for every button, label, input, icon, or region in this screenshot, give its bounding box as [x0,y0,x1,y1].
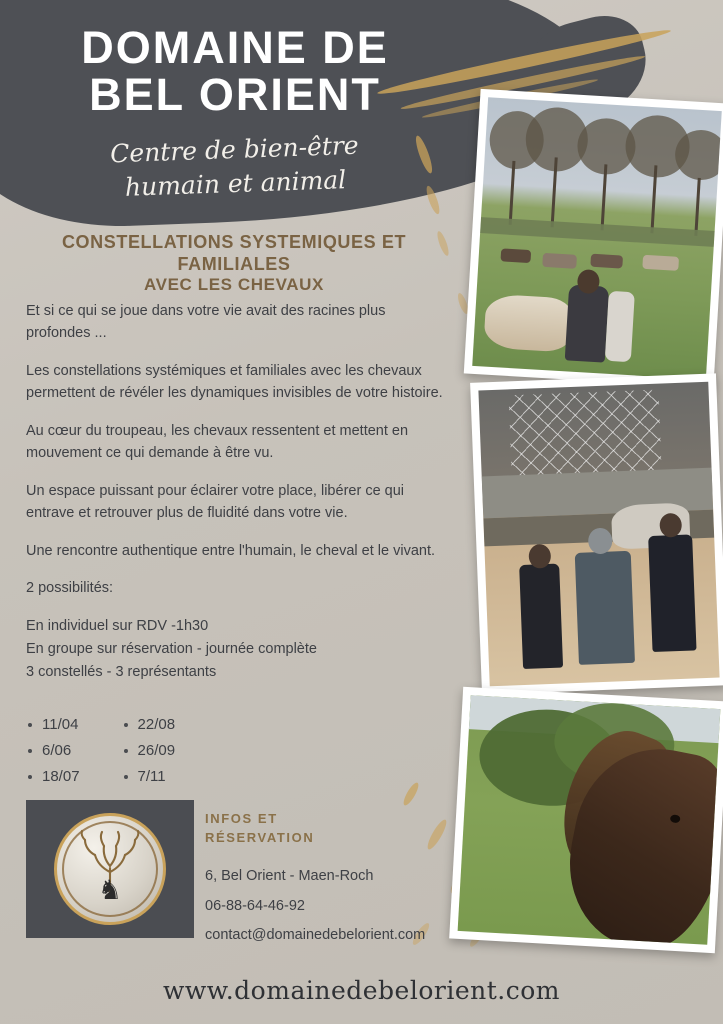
paragraph: Les constellations systémiques et familiales avec les chevaux permettent de révéler les dynamiques invisibles de votre histoire. [26,362,443,402]
dates-list [26,716,326,794]
page-title-line-1: DOMAINE DE [81,22,389,73]
horse-shape [590,254,623,269]
contact-phone[interactable]: 06-88-64-46-92 [205,897,305,914]
infos-heading-line-2: RÉSERVATION [205,829,315,845]
contact-block [205,862,425,951]
poster-subtitle-line-1: Centre de bien-être [109,130,360,168]
person-shape [648,534,696,652]
person-shape [519,564,563,669]
page-title-line-2: BEL ORIENT [89,69,381,121]
horse-shape [483,294,572,353]
dates-column-2 [122,716,176,794]
body-copy [26,300,446,696]
list-item: 26/09 [122,742,176,759]
infos-heading-line-1: INFOS ET [205,811,278,826]
paragraph: Une rencontre authentique entre l'humain, le cheval et le vivant. [26,542,436,559]
section-heading-line-1: CONSTELLATIONS SYSTEMIQUES ET FAMILIALES [61,232,407,274]
possibilities-label: 2 possibilités: [26,580,114,597]
photo-horses-in-pasture [464,89,723,388]
dates-column-1 [26,716,80,794]
photo-horses-in-pasture-image [472,97,722,379]
poster-subtitle [0,124,471,208]
section-heading-line-2: AVEC LES CHEVAUX [144,275,324,295]
contact-address: 6, Bel Orient - Maen-Roch [205,868,374,884]
poster-subtitle-line-2: humain et animal [124,164,347,202]
photo-horse-portrait [449,687,723,953]
arena-net [509,390,662,482]
paragraph: Au cœur du troupeau, les chevaux ressentent et mettent en mouvement ce qui demande à être vu. [26,422,409,462]
person-shape [605,291,635,362]
list-item: 22/08 [122,716,176,733]
photo-constellation-session-arena-image [478,382,719,687]
list-item: 11/04 [26,716,80,733]
gold-stroke-icon [425,818,450,852]
logo-circle [54,813,166,925]
offers-list [26,615,446,685]
horse-shape [642,255,679,271]
person-shape [565,284,609,362]
paragraph: Et si ce qui se joue dans votre vie avait des racines plus profondes ... [26,303,386,342]
horse-icon: ♞ [97,875,123,905]
contact-email[interactable]: contact@domainedebelorient.com [205,927,426,944]
photo-horse-portrait-image [458,695,721,945]
poster-title-block [0,24,470,200]
offer-item: En individuel sur RDV -1h30 [26,617,209,634]
offer-item: 3 constellés - 3 représentants [26,664,217,681]
list-item: 18/07 [26,768,80,785]
person-shape [575,551,635,665]
section-heading [24,232,444,296]
paragraph: Un espace puissant pour éclairer votre place, libérer ce qui entrave et retrouver plus de fluidité dans votre vie. [26,482,405,522]
gold-stroke-icon [401,781,421,808]
offer-item: En groupe sur réservation - journée complète [26,640,317,657]
horse-shape [500,248,531,263]
tree-line [481,103,722,237]
photo-constellation-session-arena [470,373,723,694]
website-url[interactable]: www.domainedebelorient.com [163,976,560,1005]
list-item: 7/11 [122,768,176,785]
list-item: 6/06 [26,742,80,759]
logo [26,800,194,938]
horse-shape [542,253,577,269]
person-head-shape [588,528,613,555]
infos-heading [205,810,314,848]
